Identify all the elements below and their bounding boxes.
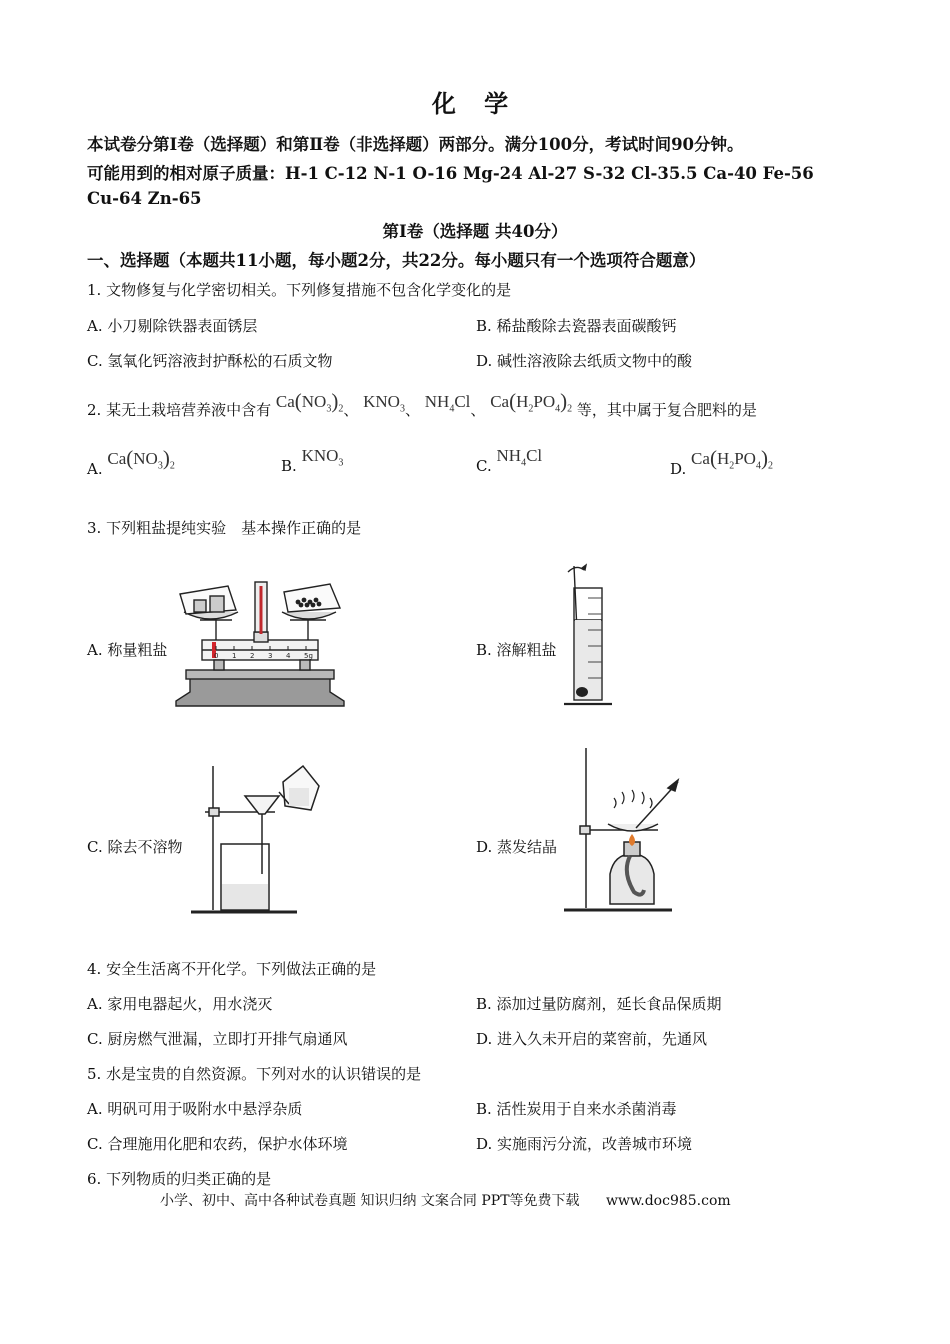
formula-ca-h2po4-2: $Ca(H_2PO_4)_2$ [490, 389, 573, 415]
q3-option-c: C. 除去不溶物 [87, 838, 183, 856]
q2-stem-suffix: 等，其中属于复合肥料的是 [576, 401, 757, 419]
intro-line-2: 可能用到的相对原子质量：H-1 C-12 N-1 O-16 Mg-24 Al-27 S-32 Cl-35.5 Ca-40 Fe-56 [87, 164, 814, 183]
footer [160, 1190, 731, 1210]
scale-tick-label: 5g [304, 652, 313, 660]
intro-line-3: Cu-64 Zn-65 [87, 189, 202, 208]
footer-text: 小学、初中、高中各种试卷真题 知识归纳 文案合同 PPT等免费下载 [160, 1193, 580, 1209]
section-heading: 第Ⅰ卷（选择题 共40分） [382, 222, 568, 241]
formula-nh4cl: $NH_4Cl$ [424, 392, 471, 415]
q4-stem: 4. 安全生活离不开化学。下列做法正确的是 [87, 960, 377, 978]
scale-tick-label: 3 [268, 652, 273, 660]
q1-option-c: C. 氢氧化钙溶液封护酥松的石质文物 [87, 352, 333, 370]
q5-option-a: A. 明矾可用于吸附水中悬浮杂质 [87, 1100, 303, 1118]
q3-stem: 3. 下列粗盐提纯实验 基本操作正确的是 [87, 519, 362, 537]
footer-url[interactable]: www.doc985.com [605, 1193, 731, 1209]
evaporation-figure [562, 742, 692, 916]
part-title: 一、选择题（本题共11小题，每小题2分，共22分。每小题只有一个选项符合题意） [87, 251, 706, 270]
page-title: 化 学 [431, 89, 519, 118]
q2-option-a: A. $Ca(NO_3)_2$ [87, 446, 175, 478]
q4-option-b: B. 添加过量防腐剂，延长食品保质期 [476, 995, 722, 1013]
q1-stem: 1. 文物修复与化学密切相关。下列修复措施不包含化学变化的是 [87, 281, 512, 299]
balance-scale-figure [170, 574, 350, 714]
dissolve-cylinder-figure [560, 558, 620, 712]
q6-stem: 6. 下列物质的归类正确的是 [87, 1170, 272, 1188]
q5-option-d: D. 实施雨污分流，改善城市环境 [476, 1135, 693, 1153]
q4-option-a: A. 家用电器起火，用水浇灭 [87, 995, 273, 1013]
q4-option-d: D. 进入久未开启的菜窖前，先通风 [476, 1030, 708, 1048]
q1-option-d: D. 碱性溶液除去纸质文物中的酸 [476, 352, 693, 370]
scale-tick-label: 2 [250, 652, 255, 660]
q2-option-d: D. $Ca(H_2PO_4)_2$ [670, 446, 773, 478]
formula-ca-no3-2: $Ca(NO_3)_2$ [275, 389, 344, 415]
q5-stem: 5. 水是宝贵的自然资源。下列对水的认识错误的是 [87, 1065, 422, 1083]
scale-tick-label: 1 [232, 652, 237, 660]
scale-tick-label: 0 [214, 652, 219, 660]
q2-option-b: B. $KNO_3$ [281, 446, 344, 475]
q2-stem: 2. 某无土栽培营养液中含有 $Ca(NO_3)_2$、 $KNO_3$、 $NH_4Cl$、 $Ca(H_2PO_4)_2$ 等，其中属于复合肥料的是 [87, 389, 757, 419]
q4-option-c: C. 厨房燃气泄漏，立即打开排气扇通风 [87, 1030, 348, 1048]
formula-kno3: $KNO_3$ [363, 392, 405, 415]
q3-option-a: A. 称量粗盐 [87, 641, 168, 659]
q3-option-b: B. 溶解粗盐 [476, 641, 557, 659]
q3-option-d: D. 蒸发结晶 [476, 838, 558, 856]
q1-option-b: B. 稀盐酸除去瓷器表面碳酸钙 [476, 317, 677, 335]
scale-tick-label: 4 [286, 652, 291, 660]
filtration-figure [185, 756, 325, 920]
q5-option-b: B. 活性炭用于自来水杀菌消毒 [476, 1100, 677, 1118]
intro-line-1: 本试卷分第Ⅰ卷（选择题）和第Ⅱ卷（非选择题）两部分。满分100分，考试时间90分钟。 [87, 135, 744, 154]
q5-option-c: C. 合理施用化肥和农药，保护水体环境 [87, 1135, 348, 1153]
q1-option-a: A. 小刀剔除铁器表面锈层 [87, 317, 258, 335]
q2-stem-prefix: 2. 某无土栽培营养液中含有 [87, 401, 272, 419]
q2-option-c: C. $NH_4Cl$ [476, 446, 543, 475]
